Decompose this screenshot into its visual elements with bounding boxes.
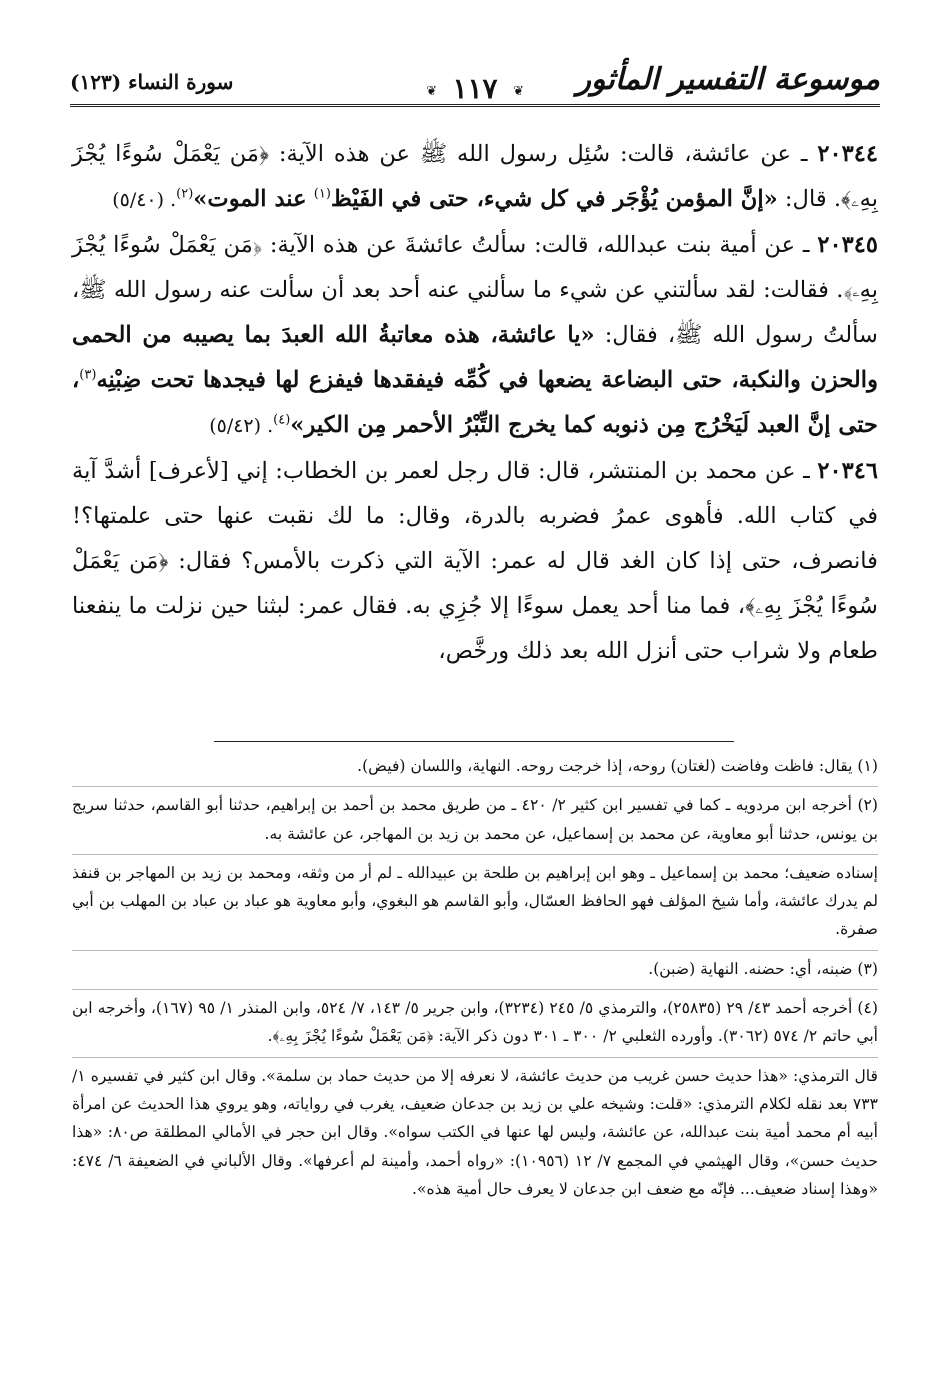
sura-label: سورة النساء (١٢٣) <box>70 70 234 94</box>
footnote: (٣) ضبنه، أي: حضنه. النهاية (ضبن). <box>648 959 878 978</box>
hadith-text: عند الموت» <box>193 186 307 212</box>
footnotes <box>72 752 878 1203</box>
footnote-divider <box>72 786 878 787</box>
footnote-divider <box>72 854 878 855</box>
hadith-number: ٢٠٣٤٥ <box>817 232 879 258</box>
footnote-divider <box>72 950 878 951</box>
page-header <box>70 58 880 122</box>
header-rule <box>70 104 880 107</box>
hadith-text: ـ عن محمد بن المنتشر، قال: قال رجل لعمر بن الخطاب: إني [لأعرف] أشدَّ آية في كتاب الله. فأهوى عمرُ فضربه بالدرة، وقال: ما لك نقبت عنها حتى علمتها؟! فانصرف، حتى إذا كان الغد قال له عمر: الآية التي ذكرت بالأمس؟ فقال: ﴿مَن يَعْمَلْ سُوءًا يُجْزَ بِهِۦ﴾، فما منا أحد يعمل سوءًا إلا جُزِي به. فقال عمر: لبثنا حين نزلت ما ينفعنا طعام ولا شراب حتى أنزل الله بعد ذلك ورخَّص، <box>72 458 878 664</box>
ornament-icon: ❦ <box>426 84 437 99</box>
hadith-paragraph <box>72 449 878 674</box>
page-number: ١١٧ <box>452 72 498 105</box>
hadith-paragraph <box>72 132 878 223</box>
hadith-text: «إنَّ المؤمن يُؤْجَر في كل شيء، حتى في الفَيْظ <box>330 186 778 212</box>
footnote: إسناده ضعيف؛ محمد بن إسماعيل ـ وهو ابن إبراهيم بن طلحة بن عبيدالله ـ لم أر من وثقه، ومحمد بن زيد بن المهاجر بن قنفذ لم يدرك عائشة، وأما شيخ المؤلف فهو الحافظ العسّال، وأبو القاسم هو البغوي، وأبو معاوية هو عباد بن عباد بن المهلب بن أبي صفرة. <box>72 863 878 939</box>
footnote: (٤) أخرجه أحمد ٤٣/ ٢٩ (٢٥٨٣٥)، والترمذي ٥/ ٢٤٥ (٣٢٣٤)، وابن جرير ٥/ ١٤٣، ٧/ ٥٢٤، وابن المنذر ١/ ٩٥ (١٦٧)، وأخرجه ابن أبي حاتم ٢/ ٥٧٤ (٣٠٦٢). وأورده الثعلبي ٢/ ٣٠٠ ـ ٣٠١ دون ذكر الآية: ﴿مَن يَعْمَلْ سُوءًا يُجْزَ بِهِۦ﴾. <box>72 999 878 1046</box>
hadith-intro: ـ عن عائشة، قالت: سُئِل رسول الله ﷺ عن هذه الآية: ﴿مَن يَعْمَلْ سُوءًا يُجْزَ بِهِۦ﴾. قال: <box>72 141 878 212</box>
main-text <box>72 132 878 674</box>
hadith-text: ، حتى إنَّ العبد لَيَخْرُج مِن ذنوبه كما يخرج التِّبْرُ الأحمر مِن الكير» <box>72 367 878 438</box>
hadith-number: ٢٠٣٤٦ <box>817 458 879 484</box>
footnote: (٢) أخرجه ابن مردويه ـ كما في تفسير ابن كثير ٢/ ٤٢٠ ـ من طريق محمد بن أحمد بن إبراهيم، حدثنا أبو القاسم، حدثنا سريج بن يونس، حدثنا أبو معاوية، عن محمد بن إسماعيل، عن محمد بن زيد بن المهاجر، عن عائشة به. <box>72 796 879 843</box>
footnote: قال الترمذي: «هذا حديث حسن غريب من حديث عائشة، لا نعرفه إلا من حديث حماد بن سلمة». وقال ابن كثير في تفسيره ١/ ٧٣٣ بعد نقله لكلام الترمذي: «قلت: وشيخه علي بن زيد بن جدعان ضعيف، يغرب في رواياته، وهو يروي هذا الحديث عن امرأة أبيه أم محمد أمية بنت عبدالله، عن عائشة، وليس لها عنها في الكتب سواه». وقال ابن حجر في الأمالي المطلقة ص٨٠: «هذا حديث حسن»، وقال الهيثمي في المجمع ٧/ ١٢ (١٠٩٥٦): «رواه أحمد، وأمينة لم أعرفها». وقال الألباني في الضعيفة ٦/ ٤٧٤: «وهذا إسناد ضعيف... فإنّه مع ضعف ابن جدعان لا يعرف حال أمية هذه». <box>72 1066 879 1198</box>
footnote-marker: (٤) <box>273 412 291 428</box>
footnote-marker: (٢) <box>176 186 194 202</box>
footnote-separator <box>214 741 734 742</box>
footnote-divider <box>72 1057 878 1058</box>
volume-reference: . (٥/٤٠) <box>112 189 177 211</box>
hadith-paragraph <box>72 223 878 449</box>
book-title: موسوعة التفسير المأثور <box>576 62 880 97</box>
ornament-icon: ❦ <box>513 84 524 99</box>
footnote-marker: (١) <box>313 186 331 202</box>
hadith-number: ٢٠٣٤٤ <box>817 141 878 167</box>
volume-reference: . (٥/٤٢) <box>209 415 274 437</box>
hadith-intro: ـ عن أمية بنت عبدالله، قالت: سألتُ عائشةَ عن هذه الآية: ﴿مَن يَعْمَلْ سُوءًا يُجْزَ بِهِۦ﴾. فقالت: لقد سألتني عن شيء ما سألني عنه أحد بعد أن سألت عنه رسول الله ﷺ، سألتُ رسول الله ﷺ، فقال: <box>72 232 878 348</box>
footnote-marker: (٣) <box>79 367 97 383</box>
footnote-divider <box>72 989 878 990</box>
hadith-text: «يا عائشة، هذه معاتبةُ الله العبدَ بما يصيبه من الحمى والحزن والنكبة، حتى البضاعة يضعها في كُمِّه فيفقدها فيفزع لها فيجدها تحت ضِبْنِه <box>72 322 878 393</box>
footnote: (١) يقال: فاظت وفاضت (لغتان) روحه، إذا خرجت روحه. النهاية، واللسان (فيض). <box>357 757 878 775</box>
